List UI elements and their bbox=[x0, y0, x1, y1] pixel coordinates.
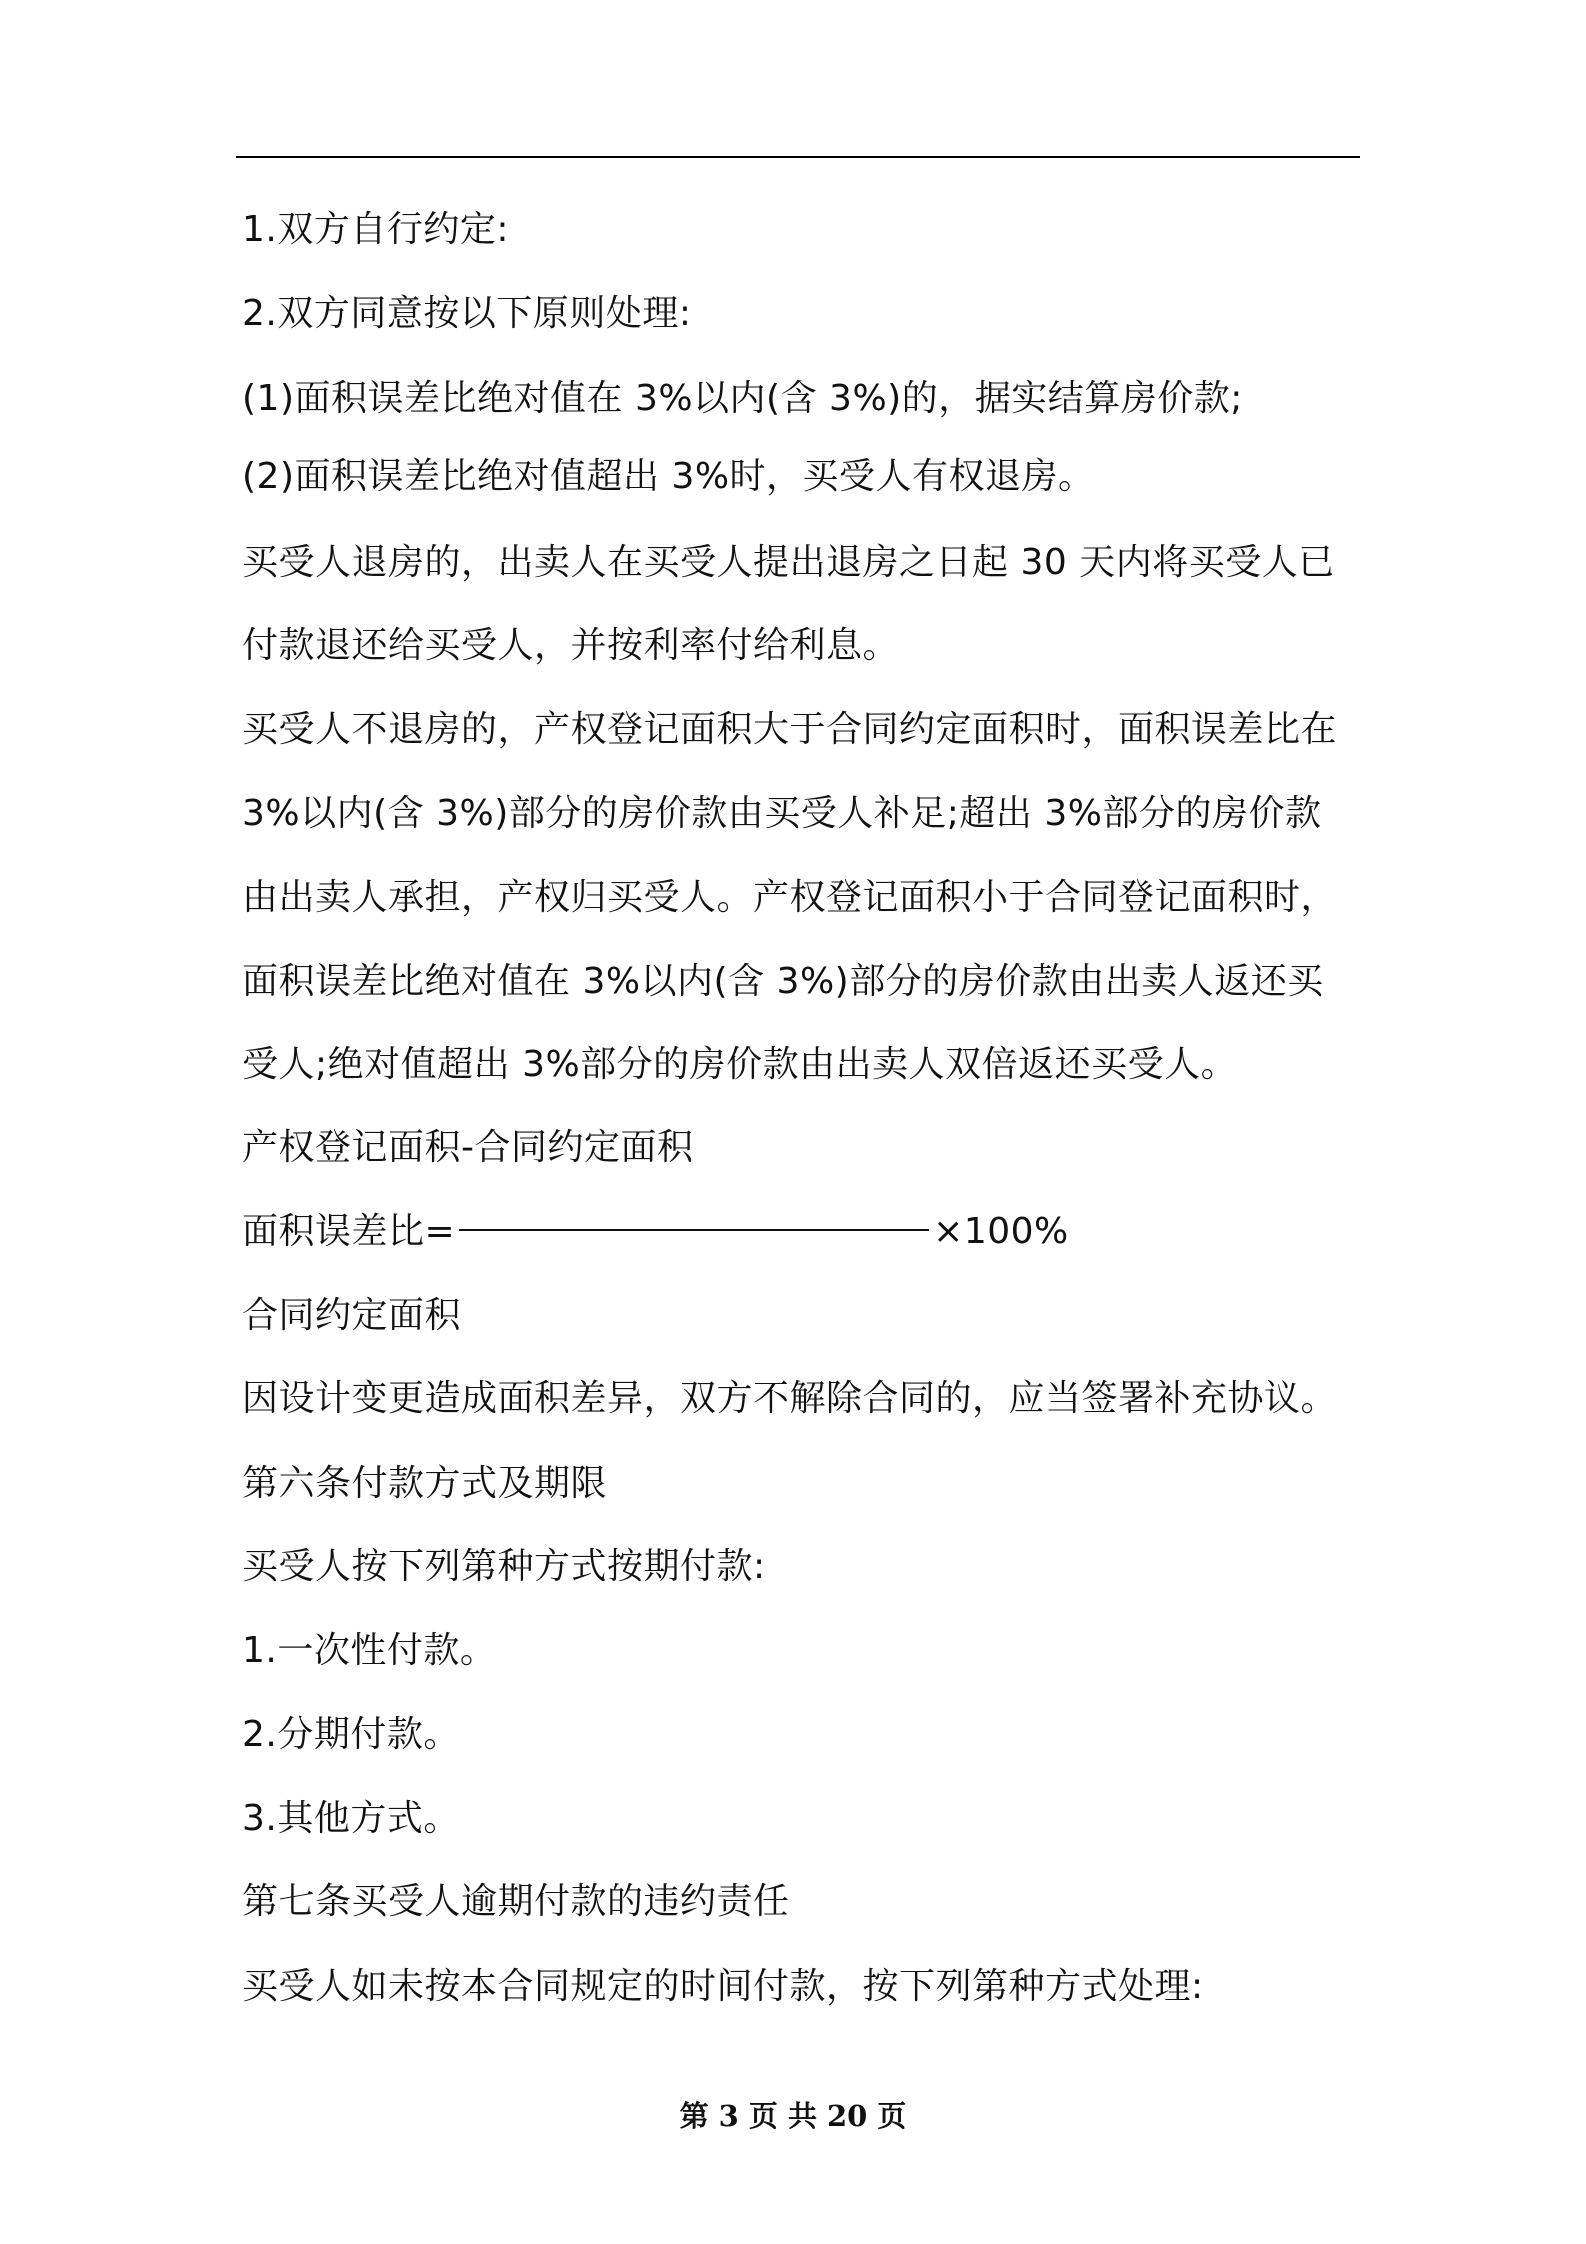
text-line: 买受人如未按本合同规定的时间付款，按下列第种方式处理: bbox=[242, 1966, 1204, 2007]
text-line: 2.双方同意按以下原则处理: bbox=[242, 293, 692, 334]
text-line: 因设计变更造成面积差异，双方不解除合同的，应当签署补充协议。 bbox=[242, 1378, 1338, 1419]
formula-left: 面积误差比= bbox=[242, 1211, 456, 1252]
text-line: (2)面积误差比绝对值超出 3%时，买受人有权退房。 bbox=[242, 456, 1095, 497]
text-line: 付款退还给买受人，并按利率付给利息。 bbox=[242, 625, 900, 666]
list-item: 2.分期付款。 bbox=[242, 1714, 460, 1755]
footer-middle: 页 共 bbox=[748, 2099, 817, 2133]
text-line: 买受人退房的，出卖人在买受人提出退房之日起 30 天内将买受人已 bbox=[242, 542, 1335, 583]
text-line: 买受人按下列第种方式按期付款: bbox=[242, 1546, 766, 1587]
footer-suffix: 页 bbox=[877, 2099, 907, 2133]
page-footer bbox=[0, 2098, 1586, 2134]
header-rule bbox=[236, 156, 1360, 158]
footer-prefix: 第 bbox=[679, 2099, 709, 2133]
area-error-formula bbox=[242, 1210, 1069, 1254]
formula-numerator: 产权登记面积-合同约定面积 bbox=[242, 1127, 694, 1168]
formula-right: ×100% bbox=[933, 1211, 1069, 1252]
text-line: (1)面积误差比绝对值在 3%以内(含 3%)的，据实结算房价款; bbox=[242, 378, 1243, 419]
list-item: 3.其他方式。 bbox=[242, 1798, 460, 1839]
text-line: 1.双方自行约定: bbox=[242, 209, 509, 250]
text-line: 3%以内(含 3%)部分的房价款由买受人补足;超出 3%部分的房价款 bbox=[242, 793, 1322, 834]
section-heading: 第六条付款方式及期限 bbox=[242, 1463, 608, 1504]
text-line: 由出卖人承担，产权归买受人。产权登记面积小于合同登记面积时， bbox=[242, 877, 1338, 918]
text-line: 买受人不退房的，产权登记面积大于合同约定面积时，面积误差比在 bbox=[242, 709, 1338, 750]
fraction-bar bbox=[459, 1229, 929, 1231]
footer-total-pages: 20 bbox=[826, 2099, 868, 2133]
section-heading: 第七条买受人逾期付款的违约责任 bbox=[242, 1881, 790, 1922]
list-item: 1.一次性付款。 bbox=[242, 1630, 497, 1671]
formula-denominator: 合同约定面积 bbox=[242, 1295, 462, 1336]
text-line: 受人;绝对值超出 3%部分的房价款由出卖人双倍返还买受人。 bbox=[242, 1044, 1238, 1085]
footer-page-number: 3 bbox=[718, 2099, 739, 2133]
text-line: 面积误差比绝对值在 3%以内(含 3%)部分的房价款由出卖人返还买 bbox=[242, 961, 1324, 1002]
